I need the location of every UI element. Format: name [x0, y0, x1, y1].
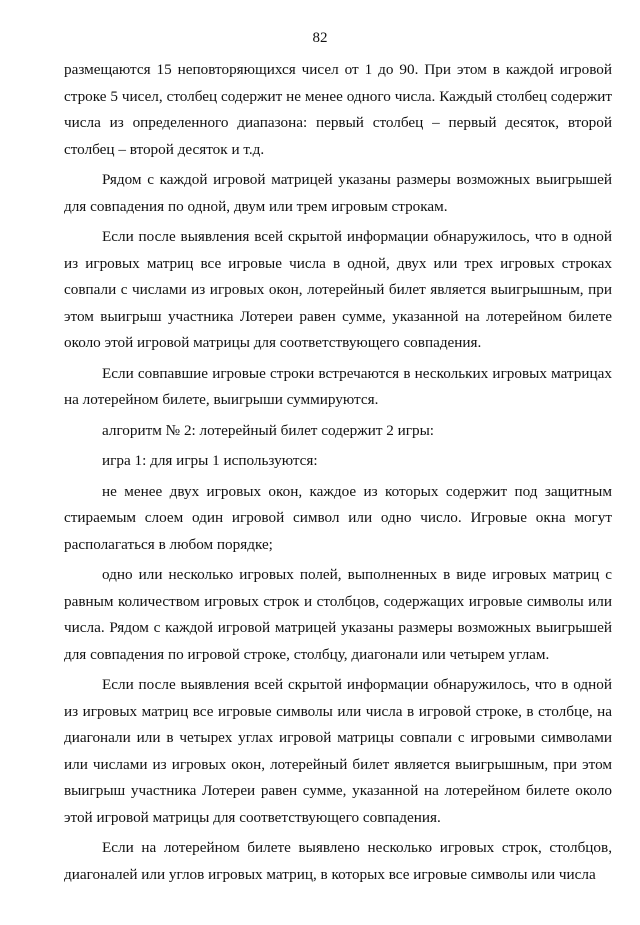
paragraph-win-sizes: Рядом с каждой игровой матрицей указаны размеры возможных выигрышей для совпадения по одной, двум или трем игровым строкам. [64, 171, 612, 215]
paragraph-algorithm-2: алгоритм № 2: лотерейный билет содержит 2 игры: [102, 421, 435, 439]
paragraph-win-condition: Если после выявления всей скрытой информации обнаружилось, что в одной из игровых матриц все игровые числа в одной, двух или трех игровых строках совпали с числами из игровых окон, лотерейный билет является выигрышным, при этом выигрыш участника Лотереи равен сумме, указанной на лотерейном билете около этой игровой матрицы для соответствующего совпадения. [64, 228, 612, 351]
paragraph-game-windows: не менее двух игровых окон, каждое из которых содержит под защитным стираемым слоем один игровой символ или одно число. Игровые окна могут располагаться в любом порядке; [64, 482, 612, 553]
paragraph-win-condition-matrix: Если после выявления всей скрытой информации обнаружилось, что в одной из игровых матриц все игровые символы или числа в игровой строке, в столбце, на диагонали или в четырех углах игровой матрицы совпали с игровыми символами или числами из игровых окон, лотерейный билет является выигрышным, при этом выигрыш участника Лотереи равен сумме, указанной на лотерейном билете около этой игровой матрицы для соответствующего совпадения. [64, 676, 612, 826]
paragraph-win-summation: Если совпавшие игровые строки встречаются в нескольких игровых матрицах на лотерейном билете, выигрыши суммируются. [64, 364, 612, 408]
page-number: 82 [312, 30, 328, 46]
paragraph-game-1: игра 1: для игры 1 используются: [102, 452, 318, 469]
paragraph-game-fields: одно или несколько игровых полей, выполненных в виде игровых матриц с равным количеством игровых строк и столбцов, содержащих игровые символы или числа. Рядом с каждой игровой матрицей указаны размеры возможных выигрышей для совпадения по игровой строке, столбцу, диагонали или четырем углам. [64, 566, 612, 663]
paragraph-multiple-wins: Если на лотерейном билете выявлено несколько игровых строк, столбцов, диагоналей или углов игровых матриц, в которых все игровые символы или числа [64, 839, 612, 883]
page-body [64, 57, 612, 892]
paragraph-number-distribution: размещаются 15 неповторяющихся чисел от 1 до 90. При этом в каждой игровой строке 5 чисел, столбец содержит не менее одного числа. Каждый столбец содержит числа из определенного диапазона: первый столбец – первый десяток, второй столбец – второй десяток и т.д. [64, 61, 612, 158]
